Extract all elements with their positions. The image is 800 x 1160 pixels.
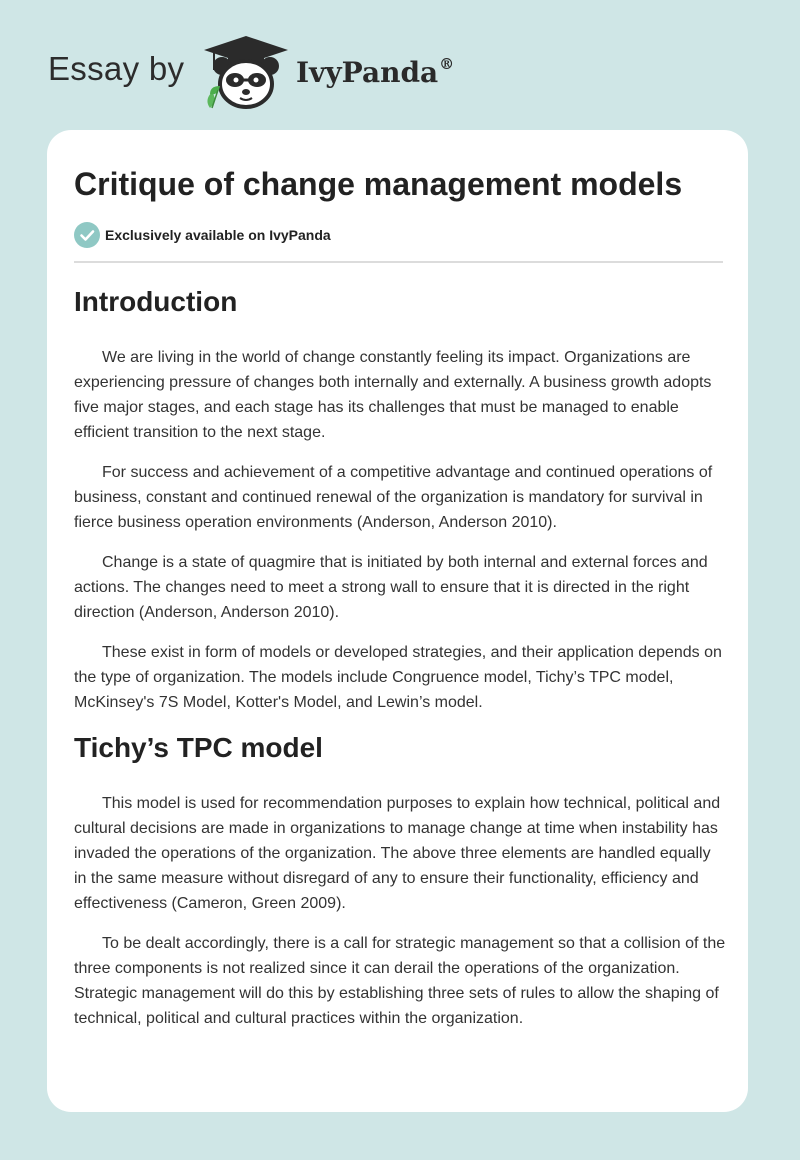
paragraph: We are living in the world of change constantly feeling its impact. Organizations are experiencing pressure of changes both internally and externally. A business growth adopts five major stages, and each stage has its challenges that must be managed to enable efficient transition to the next stage.	[74, 349, 712, 441]
exclusive-badge	[74, 222, 331, 248]
section-heading: Introduction	[74, 286, 238, 317]
essay-card	[47, 130, 748, 1112]
site-header	[0, 0, 800, 130]
section-tichys-tpc-model	[74, 730, 726, 1031]
essay-body	[74, 284, 726, 1046]
paragraph: For success and achievement of a competitive advantage and continued operations of business, constant and continued renewal of the organization is mandatory for survival in fierce business operation environments (Anderson, Anderson 2010).	[74, 464, 713, 531]
paragraph: These exist in form of models or developed strategies, and their application depends on the type of organization. The models include Congruence model, Tichy’s TPC model, McKinsey's 7S Model, Kotter's Model, and Lewin’s model.	[74, 644, 722, 711]
section-heading: Tichy’s TPC model	[74, 732, 323, 763]
section-introduction	[74, 284, 726, 715]
brand-prefix: Essay by	[48, 50, 185, 87]
brand-name[interactable]: IvyPanda®	[296, 55, 455, 89]
paragraph: To be dealt accordingly, there is a call for strategic management so that a collision of the three components is not realized since it can derail the operations of the organization. Strategic management will do this by establishing three sets of rules to allow the shaping of technical, political and cultural practices within the organization.	[74, 935, 726, 1027]
paragraph: Change is a state of quagmire that is initiated by both internal and external forces and actions. The changes need to meet a strong wall to ensure that it is directed in the right direction (Anderson, Anderson 2010).	[74, 554, 708, 621]
panda-logo-icon[interactable]	[200, 34, 292, 110]
divider	[74, 261, 723, 263]
badge-label: Exclusively available on IvyPanda	[105, 227, 331, 243]
page-title: Critique of change management models	[74, 166, 683, 202]
check-circle-icon	[74, 222, 100, 248]
paragraph: This model is used for recommendation purposes to explain how technical, political and cultural decisions are made in organizations to manage change at time when instability has invaded the operations of the organization. The above three elements are handled equally in the same measure without disregard of any to ensure their functionality, efficiency and effectiveness (Cameron, Green 2009).	[74, 795, 721, 912]
